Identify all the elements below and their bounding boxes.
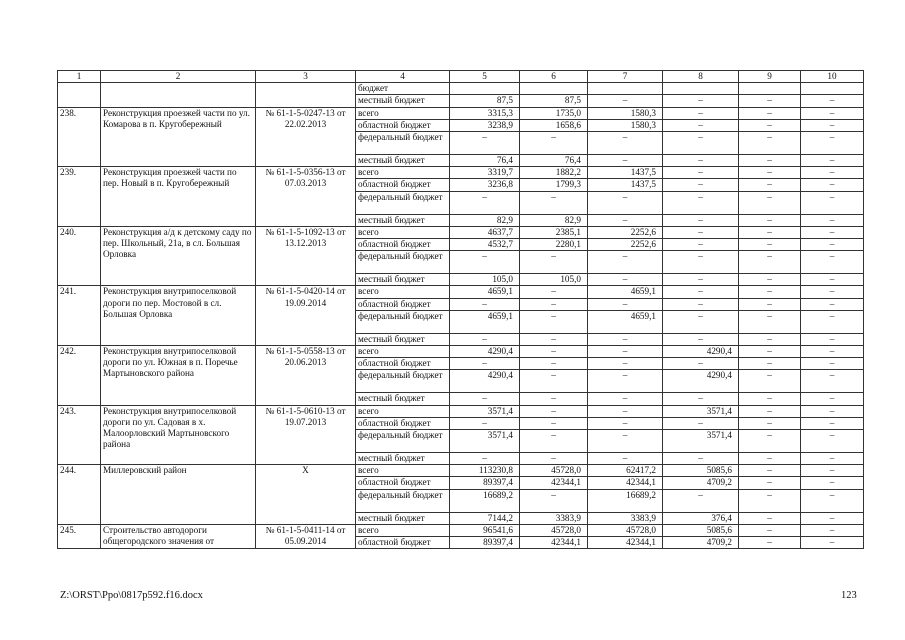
object-name: Реконструкция внутрипоселковой дороги по пер. Мостовой в сл. Большая Орловка [101, 286, 256, 346]
budget-type-cell: местный бюджет [356, 155, 450, 167]
value-cell: – [520, 358, 588, 370]
value-cell: – [801, 310, 864, 333]
value-cell: – [801, 405, 864, 417]
value-cell: – [739, 251, 801, 274]
value-cell: – [801, 95, 864, 107]
value-cell: 4290,4 [450, 370, 520, 393]
value-cell: 76,4 [520, 155, 588, 167]
value-cell: 4659,1 [588, 286, 663, 298]
value-cell: 105,0 [450, 274, 520, 286]
value-cell: – [450, 333, 520, 345]
value-cell: – [663, 191, 739, 214]
row-number: 243. [58, 405, 101, 465]
value-cell: 1437,5 [588, 167, 663, 179]
value-cell: – [801, 214, 864, 226]
table-row [58, 167, 864, 179]
value-cell: – [739, 512, 801, 524]
budget-type-cell: местный бюджет [356, 214, 450, 226]
value-cell: – [663, 298, 739, 310]
value-cell: 42344,1 [588, 537, 663, 549]
value-cell: 45728,0 [588, 524, 663, 536]
value-cell: – [739, 286, 801, 298]
value-cell: – [739, 465, 801, 477]
budget-table [57, 70, 864, 549]
value-cell: – [588, 132, 663, 155]
value-cell: – [739, 489, 801, 512]
header-cell: 3 [256, 71, 356, 83]
budget-type-cell: всего [356, 524, 450, 536]
value-cell: – [801, 393, 864, 405]
table-body [58, 71, 864, 549]
value-cell: – [663, 393, 739, 405]
value-cell: 4659,1 [588, 310, 663, 333]
value-cell: – [801, 107, 864, 119]
value-cell: – [801, 119, 864, 131]
value-cell: – [520, 333, 588, 345]
value-cell: – [663, 310, 739, 333]
budget-type-cell: всего [356, 226, 450, 238]
object-name: Реконструкция проезжей части по ул. Комарова в п. Кругобережный [101, 107, 256, 167]
value-cell: 16689,2 [450, 489, 520, 512]
value-cell: – [801, 512, 864, 524]
value-cell: – [663, 489, 739, 512]
value-cell: – [663, 333, 739, 345]
value-cell: 1735,0 [520, 107, 588, 119]
value-cell: 76,4 [450, 155, 520, 167]
header-cell: 10 [801, 71, 864, 83]
budget-type-cell: местный бюджет [356, 274, 450, 286]
value-cell: – [739, 358, 801, 370]
value-cell: 3571,4 [450, 430, 520, 453]
document-ref: № 61-1-5-0420-14 от 19.09.2014 [256, 286, 356, 346]
document-ref: № 61-1-5-0356-13 от 07.03.2013 [256, 167, 356, 227]
budget-type-cell: всего [356, 346, 450, 358]
value-cell: – [739, 405, 801, 417]
value-cell: – [739, 537, 801, 549]
value-cell: 3315,3 [450, 107, 520, 119]
value-cell: – [739, 393, 801, 405]
value-cell: 4290,4 [663, 370, 739, 393]
value-cell: – [739, 430, 801, 453]
row-number: 245. [58, 524, 101, 548]
value-cell: – [450, 453, 520, 465]
document-ref: № 61-1-5-0411-14 от 05.09.2014 [256, 524, 356, 548]
value-cell: 4290,4 [663, 346, 739, 358]
value-cell: 2252,6 [588, 239, 663, 251]
value-cell: – [450, 132, 520, 155]
value-cell: 4709,2 [663, 477, 739, 489]
table-row [58, 346, 864, 358]
value-cell: – [801, 239, 864, 251]
value-cell: 2252,6 [588, 226, 663, 238]
value-cell: 1658,6 [520, 119, 588, 131]
value-cell: – [801, 167, 864, 179]
value-cell: – [663, 274, 739, 286]
document-ref: № 61-1-5-0247-13 от 22.02.2013 [256, 107, 356, 167]
budget-type-cell: областной бюджет [356, 358, 450, 370]
value-cell: – [663, 239, 739, 251]
header-cell: 8 [663, 71, 739, 83]
value-cell: 113230,8 [450, 465, 520, 477]
value-cell: – [663, 107, 739, 119]
value-cell: 5085,6 [663, 524, 739, 536]
value-cell: – [801, 417, 864, 429]
budget-type-cell: областной бюджет [356, 239, 450, 251]
value-cell: 4532,7 [450, 239, 520, 251]
value-cell: – [663, 132, 739, 155]
budget-type-cell: областной бюджет [356, 179, 450, 191]
value-cell: 2280,1 [520, 239, 588, 251]
budget-type-cell: областной бюджет [356, 537, 450, 549]
object-name: Строительство автодороги общегородского значения от [101, 524, 256, 548]
value-cell: 42344,1 [520, 477, 588, 489]
value-cell: 376,4 [663, 512, 739, 524]
value-cell: 4709,2 [663, 537, 739, 549]
value-cell: – [450, 191, 520, 214]
budget-type-cell: местный бюджет [356, 453, 450, 465]
value-cell: – [739, 226, 801, 238]
budget-type-cell: местный бюджет [356, 512, 450, 524]
value-cell: – [801, 333, 864, 345]
value-cell: – [663, 214, 739, 226]
header-cell: 9 [739, 71, 801, 83]
row-number: 241. [58, 286, 101, 346]
document-ref: Х [256, 465, 356, 525]
value-cell: 7144,2 [450, 512, 520, 524]
table-row [58, 405, 864, 417]
value-cell: – [520, 310, 588, 333]
value-cell: – [801, 358, 864, 370]
value-cell: 4637,7 [450, 226, 520, 238]
header-cell: 7 [588, 71, 663, 83]
value-cell: – [801, 286, 864, 298]
budget-type-cell: федеральный бюджет [356, 430, 450, 453]
value-cell: – [739, 370, 801, 393]
value-cell: – [739, 155, 801, 167]
row-number: 238. [58, 107, 101, 167]
value-cell: – [588, 155, 663, 167]
value-cell: 62417,2 [588, 465, 663, 477]
table-row [58, 107, 864, 119]
row-number: 239. [58, 167, 101, 227]
value-cell: – [739, 119, 801, 131]
value-cell: 3571,4 [663, 405, 739, 417]
object-name: Реконструкция внутрипоселковой дороги по ул. Южная в п. Поречье Мартыновского района [101, 346, 256, 406]
value-cell: – [520, 430, 588, 453]
value-cell: – [801, 155, 864, 167]
table-row [58, 226, 864, 238]
document-ref: № 61-1-5-1092-13 от 13.12.2013 [256, 226, 356, 286]
value-cell: – [801, 453, 864, 465]
budget-type-cell: федеральный бюджет [356, 310, 450, 333]
value-cell: – [588, 405, 663, 417]
value-cell: – [520, 132, 588, 155]
value-cell: 4290,4 [450, 346, 520, 358]
value-cell: – [588, 333, 663, 345]
value-cell: – [801, 298, 864, 310]
budget-type-cell: всего [356, 286, 450, 298]
value-cell: – [663, 453, 739, 465]
value-cell: – [739, 346, 801, 358]
budget-type-cell: всего [356, 465, 450, 477]
budget-type-cell: местный бюджет [356, 393, 450, 405]
value-cell: – [739, 524, 801, 536]
value-cell: – [588, 393, 663, 405]
value-cell: 3571,4 [450, 405, 520, 417]
value-cell: – [520, 417, 588, 429]
object-name: Реконструкция а/д к детскому саду по пер. Школьный, 21а, в сл. Большая Орловка [101, 226, 256, 286]
value-cell: – [739, 132, 801, 155]
value-cell: 87,5 [450, 95, 520, 107]
value-cell: – [801, 346, 864, 358]
value-cell: – [739, 239, 801, 251]
value-cell: – [663, 167, 739, 179]
object-name: Реконструкция проезжей части по пер. Новый в п. Кругобережный [101, 167, 256, 227]
value-cell: – [588, 358, 663, 370]
value-cell: – [588, 370, 663, 393]
value-cell: – [739, 310, 801, 333]
value-cell: – [520, 393, 588, 405]
value-cell: – [739, 95, 801, 107]
value-cell: 89397,4 [450, 477, 520, 489]
value-cell: 87,5 [520, 95, 588, 107]
page-number: 123 [841, 590, 857, 601]
value-cell: – [663, 179, 739, 191]
header-cell: 2 [101, 71, 256, 83]
value-cell: 82,9 [450, 214, 520, 226]
value-cell: – [663, 95, 739, 107]
value-cell: – [663, 119, 739, 131]
value-cell: – [801, 465, 864, 477]
value-cell: – [588, 274, 663, 286]
value-cell: 2385,1 [520, 226, 588, 238]
value-cell: – [588, 191, 663, 214]
value-cell: – [520, 191, 588, 214]
value-cell: – [520, 370, 588, 393]
budget-type-cell: областной бюджет [356, 477, 450, 489]
value-cell: – [739, 333, 801, 345]
value-cell: – [739, 453, 801, 465]
value-cell: – [588, 95, 663, 107]
value-cell: – [663, 286, 739, 298]
budget-type-cell: бюджет [356, 83, 450, 95]
document-ref: № 61-1-5-0610-13 от 19.07.2013 [256, 405, 356, 465]
budget-type-cell: всего [356, 167, 450, 179]
value-cell: – [588, 214, 663, 226]
value-cell: – [801, 132, 864, 155]
value-cell: – [739, 167, 801, 179]
budget-type-cell: всего [356, 405, 450, 417]
value-cell: – [739, 417, 801, 429]
value-cell: 3571,4 [663, 430, 739, 453]
value-cell: 89397,4 [450, 537, 520, 549]
column-number-row [58, 71, 864, 83]
budget-type-cell: местный бюджет [356, 95, 450, 107]
value-cell: – [663, 417, 739, 429]
value-cell: – [520, 453, 588, 465]
file-path: Z:\ORST\Ppo\0817p592.f16.docx [60, 590, 203, 601]
header-cell: 1 [58, 71, 101, 83]
budget-type-cell: федеральный бюджет [356, 370, 450, 393]
value-cell: – [588, 346, 663, 358]
document-ref: № 61-1-5-0558-13 от 20.06.2013 [256, 346, 356, 406]
value-cell: 42344,1 [588, 477, 663, 489]
header-cell: 6 [520, 71, 588, 83]
value-cell: 1580,3 [588, 119, 663, 131]
value-cell: – [739, 274, 801, 286]
value-cell: – [739, 214, 801, 226]
value-cell: – [588, 417, 663, 429]
budget-type-cell: федеральный бюджет [356, 251, 450, 274]
value-cell: – [450, 251, 520, 274]
value-cell: – [520, 286, 588, 298]
header-cell: 4 [356, 71, 450, 83]
value-cell: – [663, 358, 739, 370]
value-cell: – [450, 393, 520, 405]
value-cell: – [520, 346, 588, 358]
table-row [58, 465, 864, 477]
value-cell: – [801, 179, 864, 191]
value-cell: 3383,9 [520, 512, 588, 524]
value-cell: – [588, 251, 663, 274]
budget-type-cell: федеральный бюджет [356, 191, 450, 214]
value-cell: – [739, 107, 801, 119]
header-cell: 5 [450, 71, 520, 83]
value-cell: – [801, 251, 864, 274]
budget-type-cell: областной бюджет [356, 417, 450, 429]
value-cell: – [663, 155, 739, 167]
value-cell: – [801, 489, 864, 512]
value-cell: 5085,6 [663, 465, 739, 477]
value-cell: 4659,1 [450, 310, 520, 333]
value-cell: 82,9 [520, 214, 588, 226]
value-cell: 105,0 [520, 274, 588, 286]
value-cell: 96541,6 [450, 524, 520, 536]
row-number: 242. [58, 346, 101, 406]
value-cell: 3383,9 [588, 512, 663, 524]
value-cell: 4659,1 [450, 286, 520, 298]
value-cell: – [520, 251, 588, 274]
value-cell: 45728,0 [520, 465, 588, 477]
value-cell: – [739, 179, 801, 191]
value-cell: – [801, 477, 864, 489]
value-cell: – [588, 298, 663, 310]
budget-type-cell: местный бюджет [356, 333, 450, 345]
budget-type-cell: всего [356, 107, 450, 119]
value-cell: – [588, 430, 663, 453]
value-cell: 1437,5 [588, 179, 663, 191]
table-row [58, 286, 864, 298]
value-cell: – [450, 358, 520, 370]
value-cell: 1882,2 [520, 167, 588, 179]
budget-type-cell: федеральный бюджет [356, 489, 450, 512]
object-name: Реконструкция внутрипоселковой дороги по ул. Садовая в х. Малоорловский Мартыновского района [101, 405, 256, 465]
value-cell: 1580,3 [588, 107, 663, 119]
value-cell: – [520, 405, 588, 417]
value-cell: – [739, 477, 801, 489]
value-cell: 3319,7 [450, 167, 520, 179]
value-cell: 42344,1 [520, 537, 588, 549]
value-cell: – [801, 524, 864, 536]
value-cell: 1799,3 [520, 179, 588, 191]
value-cell: – [520, 298, 588, 310]
value-cell: – [801, 370, 864, 393]
budget-type-cell: федеральный бюджет [356, 132, 450, 155]
value-cell: – [663, 251, 739, 274]
value-cell: 3236,8 [450, 179, 520, 191]
value-cell: – [450, 298, 520, 310]
value-cell: 45728,0 [520, 524, 588, 536]
value-cell: – [663, 226, 739, 238]
table-row [58, 524, 864, 536]
value-cell: – [520, 489, 588, 512]
object-name: Миллеровский район [101, 465, 256, 525]
value-cell: – [801, 226, 864, 238]
table-row [58, 83, 864, 95]
value-cell: 16689,2 [588, 489, 663, 512]
value-cell: – [450, 417, 520, 429]
value-cell: – [801, 274, 864, 286]
budget-type-cell: областной бюджет [356, 119, 450, 131]
value-cell: – [739, 298, 801, 310]
value-cell: – [801, 430, 864, 453]
value-cell: – [739, 191, 801, 214]
value-cell: – [801, 191, 864, 214]
row-number: 240. [58, 226, 101, 286]
value-cell: – [801, 537, 864, 549]
value-cell: – [588, 453, 663, 465]
value-cell: 3238,9 [450, 119, 520, 131]
budget-type-cell: областной бюджет [356, 298, 450, 310]
row-number: 244. [58, 465, 101, 525]
